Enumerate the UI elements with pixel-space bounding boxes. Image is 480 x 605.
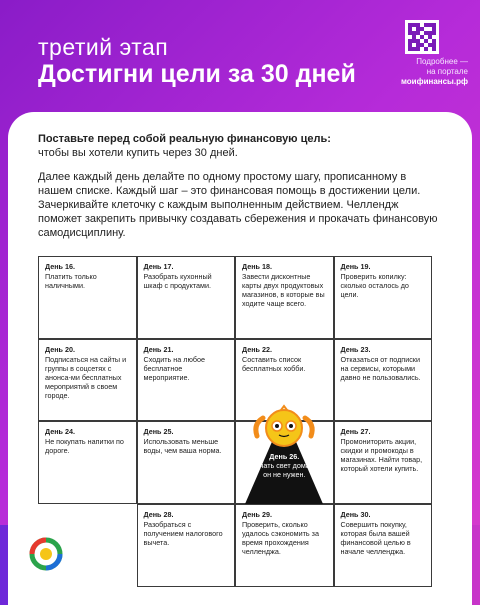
portal-link[interactable]: [388, 57, 468, 87]
header: [0, 0, 480, 110]
intro-lead: Поставьте перед собой реальную финансовую цель:: [38, 133, 331, 145]
day-task: Подписаться на сайты и группы в соцсетях с анонса-ми бесплатных мероприятий в своем городе.: [45, 354, 127, 400]
portal-url[interactable]: моифинансы.рф: [400, 77, 468, 86]
day-cell-25[interactable]: [137, 421, 236, 504]
day-label: День 16.: [45, 262, 75, 271]
day-task: Проверить, сколько удалось сэкономить за время прохождения челленджа.: [242, 520, 319, 557]
day-cell-17[interactable]: [137, 256, 236, 339]
day-cell-29[interactable]: [235, 504, 334, 587]
day-cell-28[interactable]: [137, 504, 236, 587]
day-task: Составить список бесплатных хобби.: [242, 354, 306, 373]
day-task: Использовать меньше воды, чем ваша норма.: [143, 437, 222, 456]
day-task: Проверить копилку: сколько осталось до цели.: [340, 272, 409, 299]
day-label: День 20.: [45, 344, 75, 354]
day-cell-27[interactable]: [334, 421, 433, 504]
day-cell-19[interactable]: [334, 256, 433, 339]
day-cell-18[interactable]: [235, 256, 334, 339]
day-label: День 23.: [340, 344, 371, 354]
more-line-1: Подробнее —: [416, 57, 468, 66]
day-26-text: [235, 452, 334, 479]
day-cell-16[interactable]: [38, 256, 137, 339]
intro: [38, 132, 438, 160]
mascot-icon: [235, 404, 334, 504]
day-task: Отказаться от подписки на сервисы, которыми давно не пользовались.: [340, 354, 421, 382]
day-task: Платить только наличными.: [45, 272, 97, 290]
day-cell-24[interactable]: [38, 421, 137, 504]
day-task: Выключать свет дома, когда он не нужен.: [237, 461, 332, 479]
page-number: 2: [456, 576, 465, 593]
day-task: Разобрать кухонный шкаф с продуктами.: [143, 272, 212, 290]
day-task: Не покупать напитки по дороге.: [45, 437, 124, 456]
day-task: Промониторить акции, скидки и промокоды в магазинах. Найти товар, который хотели купить.: [340, 437, 423, 474]
day-label: День 30.: [340, 510, 371, 520]
day-task: Завести дисконтные карты двух продуктовых магазинов, в которые вы ходите чаще всего.: [242, 272, 325, 308]
page-title: Достигни цели за 30 дней: [38, 60, 356, 88]
logo-icon: [10, 516, 82, 588]
day-label: День 25.: [143, 427, 174, 437]
qr-code-icon[interactable]: [405, 20, 439, 54]
day-cell-20[interactable]: [38, 339, 137, 422]
day-label: День 19.: [340, 262, 371, 271]
day-task: Разобраться с получением налогового вычета.: [143, 520, 223, 548]
day-label: День 24.: [45, 427, 75, 437]
day-label: День 28.: [143, 510, 174, 520]
instructions: Далее каждый день делайте по одному простому шагу, прописанному в нашем списке. Каждый шаг – это финансовая помощь в достижении цели. Зачеркивайте клеточку с каждым выполненным действием. Челлендж поможет закрепить привычку создавать сбережения и прокачать финансовую самодисциплину.: [38, 171, 438, 239]
day-task: Совершить покупку, которая была вашей финансовой целью в начале челленджа.: [340, 520, 411, 557]
day-label: День 29.: [242, 510, 272, 520]
intro-sub: чтобы вы хотели купить через 30 дней.: [38, 147, 238, 159]
day-label: День 17.: [143, 262, 174, 271]
day-cell-21[interactable]: [137, 339, 236, 422]
stage-label: третий этап: [38, 34, 169, 60]
day-label: День 22.: [242, 344, 272, 354]
day-label: День 26.: [269, 452, 300, 461]
more-line-2: на портале: [426, 67, 468, 76]
day-label: День 27.: [340, 427, 371, 437]
day-cell-30[interactable]: [334, 504, 433, 587]
day-label: День 18.: [242, 262, 272, 271]
day-cell-23[interactable]: [334, 339, 433, 422]
day-task: Сходить на любое бесплатное мероприятие.: [143, 354, 205, 382]
day-label: День 21.: [143, 344, 174, 354]
